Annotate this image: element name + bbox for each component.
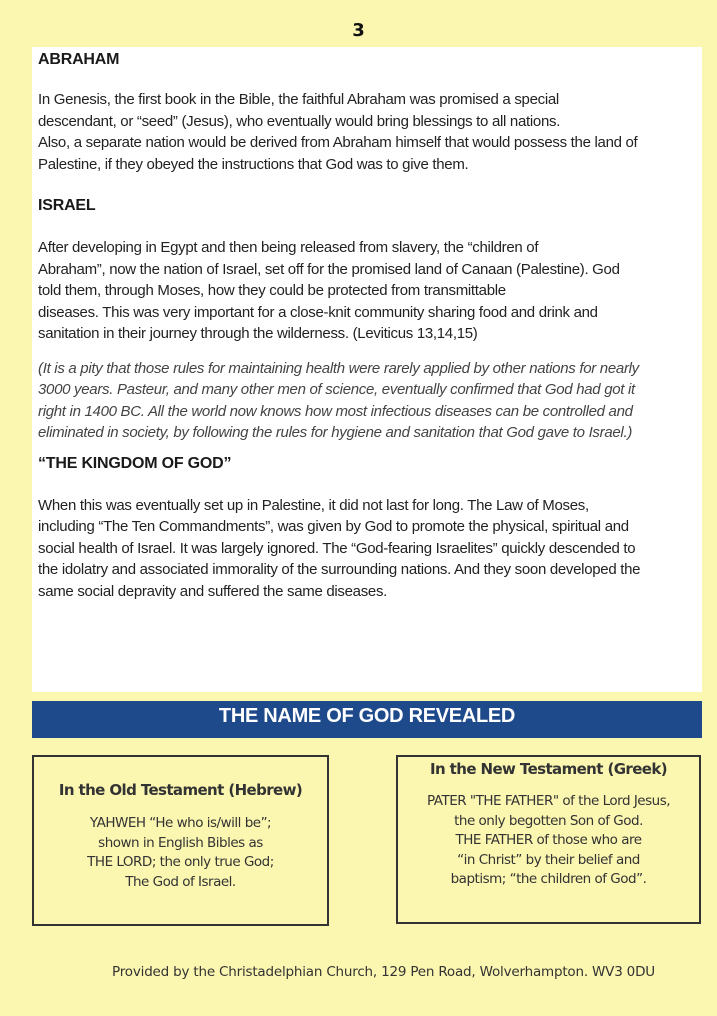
paragraph-kingdom [38, 495, 690, 603]
text-line: the idolatry and associated immorality of the surrounding nations. And they soon developed the [38, 561, 641, 578]
paragraph-abraham [38, 89, 690, 175]
text-line: the only begotten Son of God. [454, 812, 643, 829]
text-line: 3000 years. Pasteur, and many other men of science, eventually confirmed that God had got it [38, 381, 635, 398]
new-testament-body [398, 792, 699, 890]
text-line: told them, through Moses, how they could be protected from transmittable [38, 282, 506, 299]
text-line: THE LORD; the only true God; [87, 854, 274, 870]
paragraph-israel [38, 237, 690, 345]
footer-address: Provided by the Christadelphian Church, 129 Pen Road, Wolverhampton. WV3 0DU [112, 964, 655, 980]
text-line: diseases. This was very important for a close-knit community sharing food and drink and [38, 303, 598, 321]
text-line: sanitation in their journey through the wilderness. (Leviticus 13,14,15) [38, 325, 478, 342]
text-line: including “The Ten Commandments”, was given by God to promote the physical, spiritual and [38, 518, 629, 535]
text-line: baptism; “the children of God”. [450, 871, 647, 887]
text-line: descendant, or “seed” (Jesus), who eventually would bring blessings to all nations. [38, 112, 561, 130]
text-line: Abraham”, now the nation of Israel, set off for the promised land of Canaan (Palestine). God [38, 260, 620, 278]
text-line: In Genesis, the first book in the Bible, the faithful Abraham was promised a special [38, 91, 559, 108]
name-of-god-banner: THE NAME OF GOD REVEALED [32, 701, 702, 738]
text-line: same social depravity and suffered the same diseases. [38, 582, 388, 600]
text-line: social health of Israel. It was largely ignored. The “God-fearing Israelites” quickly descended to [38, 539, 636, 557]
paragraph-health-note [38, 358, 690, 444]
text-line: YAHWEH “He who is/will be”; [89, 815, 272, 831]
text-line: (It is a pity that those rules for maintaining health were rarely applied by other nations for nearly [38, 359, 639, 377]
text-line: PATER "THE FATHER" of the Lord Jesus, [426, 793, 671, 809]
heading-israel: ISRAEL [38, 197, 96, 214]
text-line: The God of Israel. [125, 873, 236, 890]
text-line: Also, a separate nation would be derived from Abraham himself that would possess the land of [38, 134, 638, 151]
heading-abraham: ABRAHAM [38, 51, 120, 68]
old-testament-title: In the Old Testament (Hebrew) [58, 781, 303, 799]
main-content [32, 47, 702, 692]
heading-kingdom-of-god: “THE KINGDOM OF GOD” [38, 454, 232, 472]
text-line: After developing in Egypt and then being released from slavery, the “children of [38, 239, 539, 256]
old-testament-body [34, 814, 327, 892]
new-testament-box [396, 755, 701, 924]
page-number: 3 [352, 20, 365, 41]
text-line: shown in English Bibles as [98, 834, 263, 851]
text-line: right in 1400 BC. All the world now knows how most infectious diseases can be controlled and [38, 402, 633, 420]
text-line: eliminated in society, by following the rules for hygiene and sanitation that God gave to Israel.) [38, 424, 633, 441]
text-line: Palestine, if they obeyed the instructions that God was to give them. [38, 155, 469, 173]
old-testament-box [32, 755, 329, 926]
text-line: “in Christ” by their belief and [457, 851, 640, 868]
text-line: THE FATHER of those who are [455, 832, 642, 848]
new-testament-title: In the New Testament (Greek) [430, 760, 667, 778]
text-line: When this was eventually set up in Palestine, it did not last for long. The Law of Moses, [38, 496, 589, 514]
